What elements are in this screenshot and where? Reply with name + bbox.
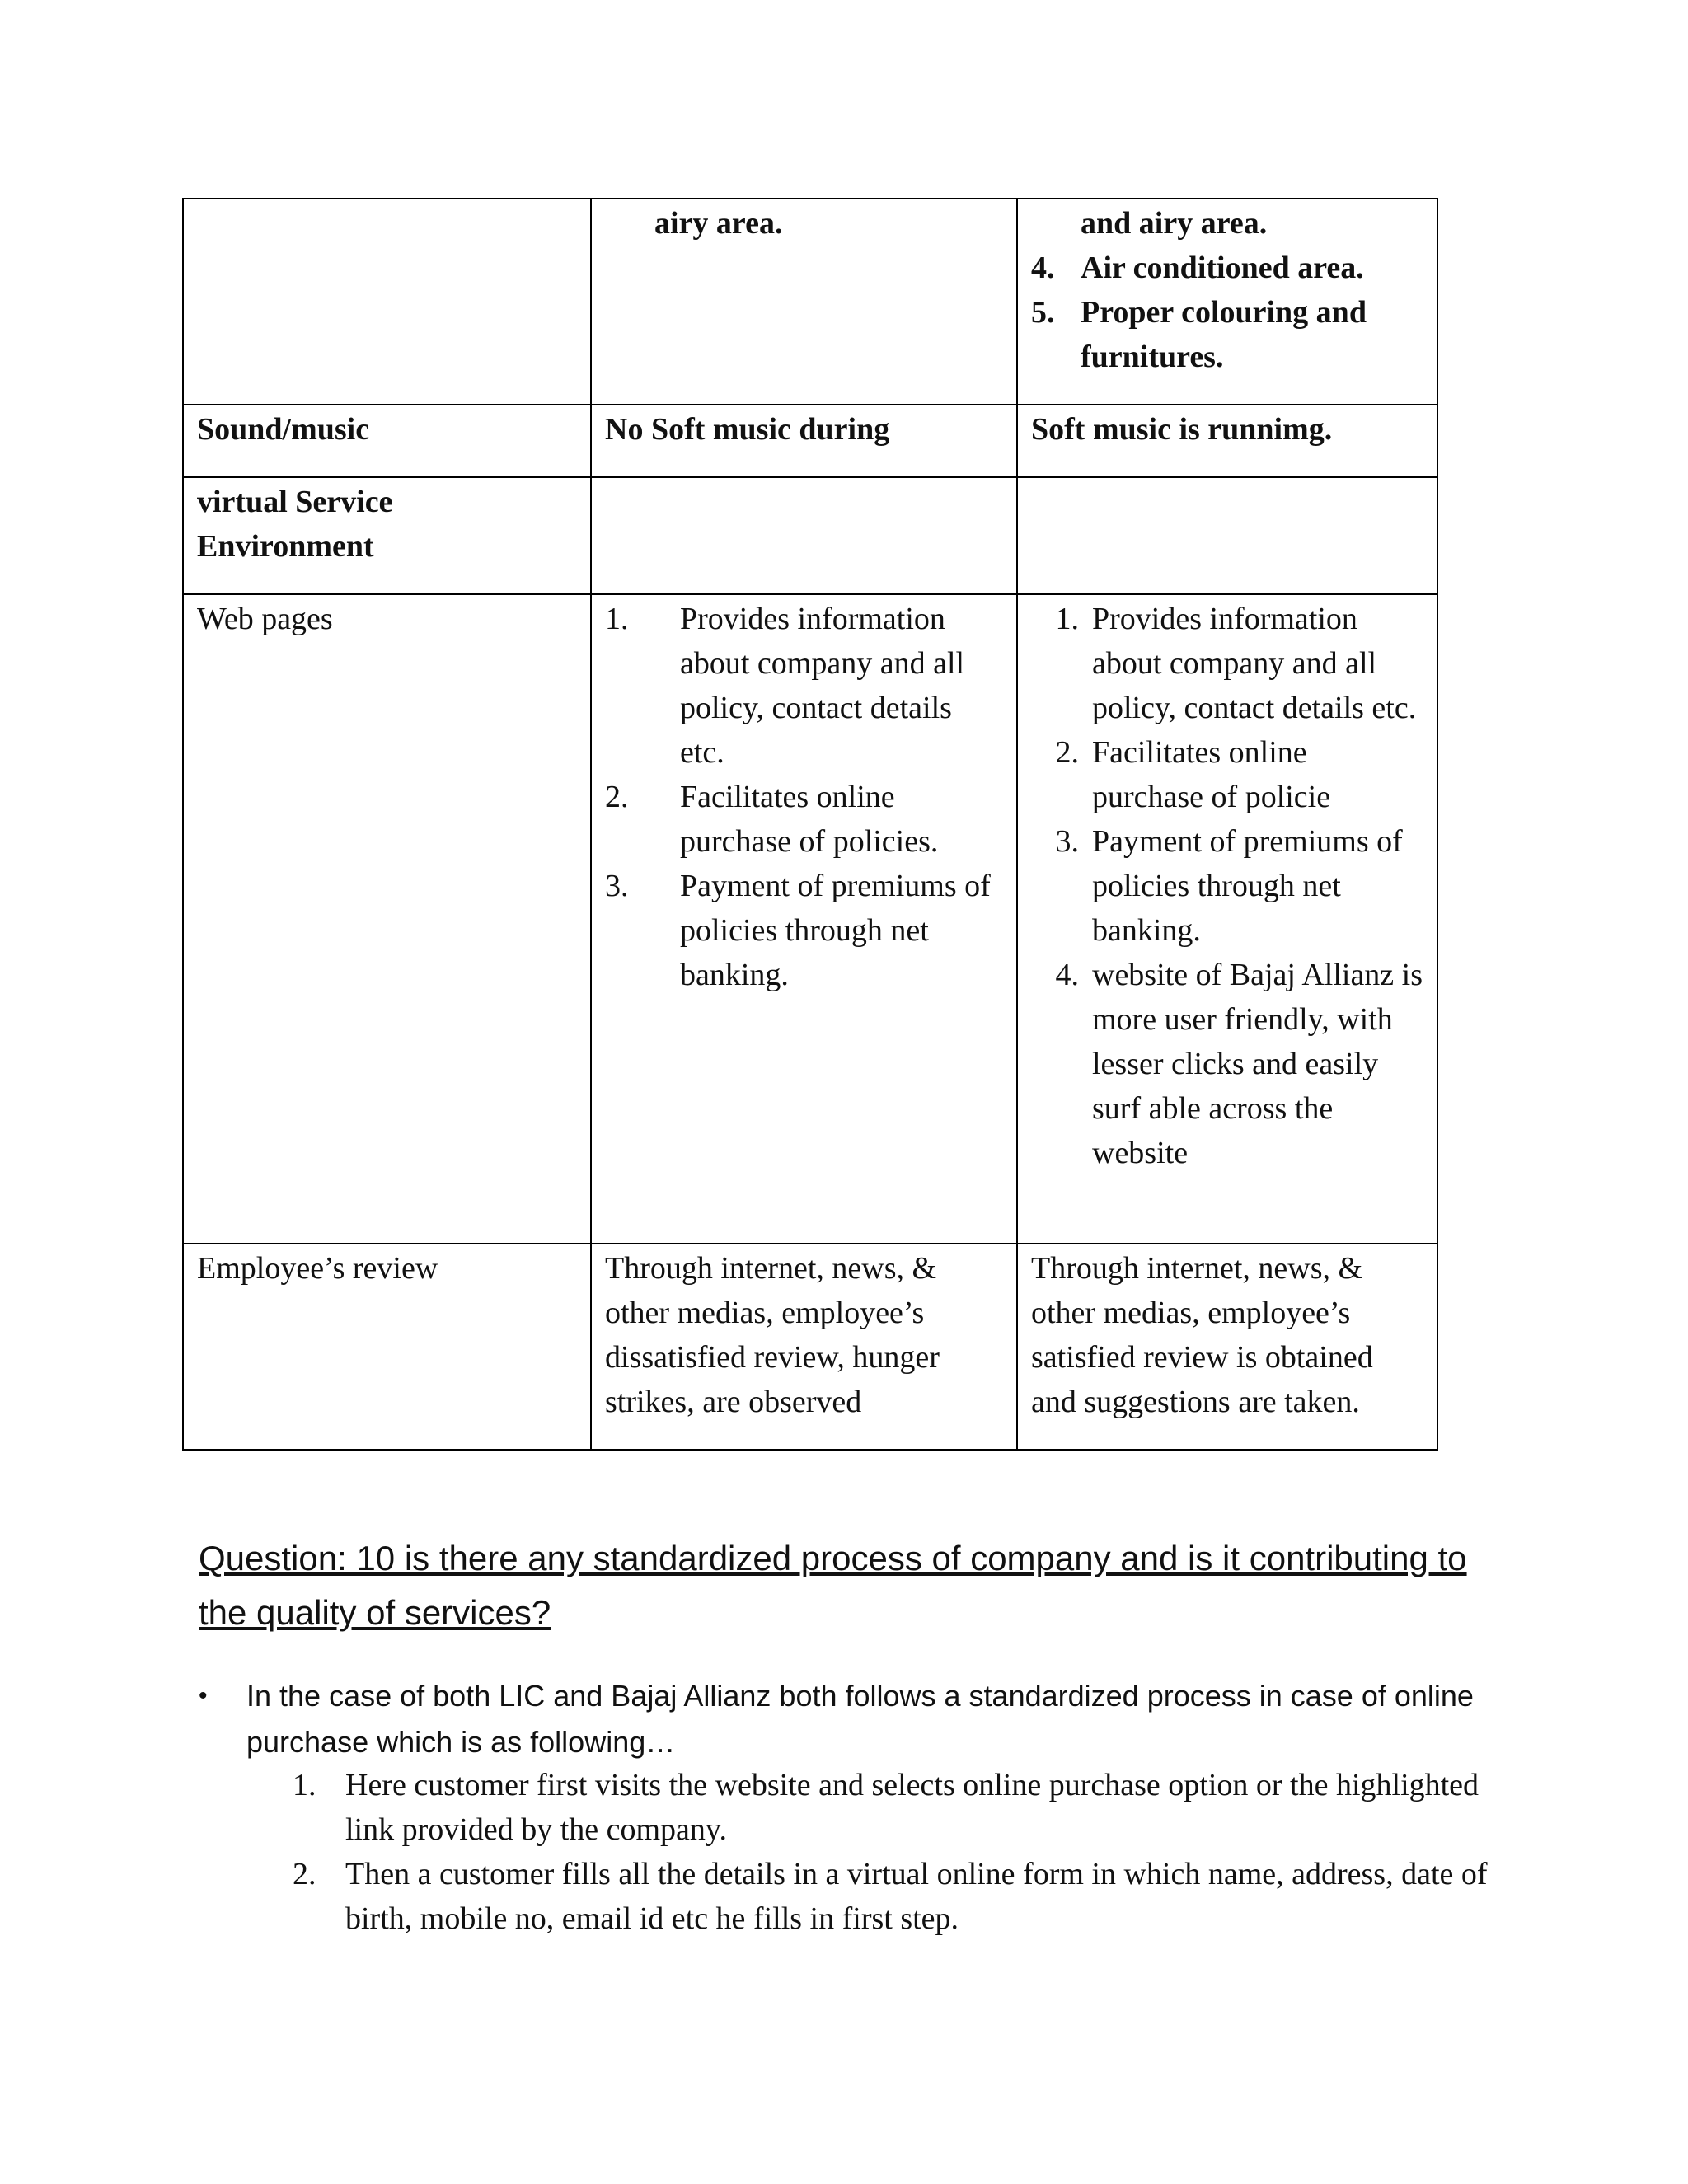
list-item: 2. Facilitates online purchase of policies. xyxy=(605,780,939,859)
list-item: 1. Here customer first visits the website and selects online purchase option or the highlighted link provided by the company. xyxy=(293,1768,1479,1847)
table-cell: Through internet, news, & other medias, employee’s dissatisfied review, hunger strikes, are observed xyxy=(591,1244,1017,1450)
bullet-text: In the case of both LIC and Bajaj Allianz both follows a standardized process in case of online purchase which is as following… xyxy=(246,1679,1474,1759)
list-item: 2. Facilitates online purchase of policie xyxy=(1055,735,1331,814)
table-cell xyxy=(591,594,1017,1244)
table-row xyxy=(183,594,1437,1244)
list-item: 1. Provides information about company and all policy, contact details etc. xyxy=(605,602,965,770)
continued-text: airy area. xyxy=(654,206,783,241)
table-cell xyxy=(1017,594,1437,1244)
table-row xyxy=(183,1244,1437,1450)
table-cell: Sound/music xyxy=(183,405,591,477)
table-cell: Soft music is runnimg. xyxy=(1017,405,1437,477)
list-item: 4. website of Bajaj Allianz is more user friendly, with lesser clicks and easily surf able across the website xyxy=(1055,958,1423,1170)
table-cell xyxy=(1017,199,1437,405)
table-cell xyxy=(591,477,1017,594)
table-cell xyxy=(591,199,1017,405)
list-item: 3. Payment of premiums of policies through net banking. xyxy=(1055,824,1403,948)
table-cell: virtual Service Environment xyxy=(183,477,591,594)
numbered-list xyxy=(293,1763,1504,1941)
table-row xyxy=(183,477,1437,594)
list-item: 1. Provides information about company and all policy, contact details etc. xyxy=(1055,602,1417,725)
bullet-list xyxy=(199,1673,1501,1765)
comparison-table xyxy=(182,198,1438,1451)
table-cell: Web pages xyxy=(183,594,591,1244)
table-cell: Through internet, news, & other medias, employee’s satisfied review is obtained and suggestions are taken. xyxy=(1017,1244,1437,1450)
list-item: 4. Air conditioned area. xyxy=(1031,251,1364,285)
list-item: 2. Then a customer fills all the details in a virtual online form in which name, address, date of birth, mobile no, email id etc he fills in first step. xyxy=(293,1857,1488,1936)
table-cell: No Soft music during xyxy=(591,405,1017,477)
list-item: 3. Payment of premiums of policies through net banking. xyxy=(605,869,991,992)
list-item: 5. Proper colouring and furnitures. xyxy=(1031,295,1367,374)
bullet-icon: • xyxy=(199,1682,208,1709)
question-heading: Question: 10 is there any standardized process of company and is it contributing to the quality of services? xyxy=(199,1539,1467,1632)
list-item xyxy=(199,1673,1501,1765)
table-cell: Employee’s review xyxy=(183,1244,591,1450)
table-cell xyxy=(1017,477,1437,594)
table-row xyxy=(183,405,1437,477)
table-row xyxy=(183,199,1437,405)
table-cell xyxy=(183,199,591,405)
continued-text: and airy area. xyxy=(1081,206,1268,241)
